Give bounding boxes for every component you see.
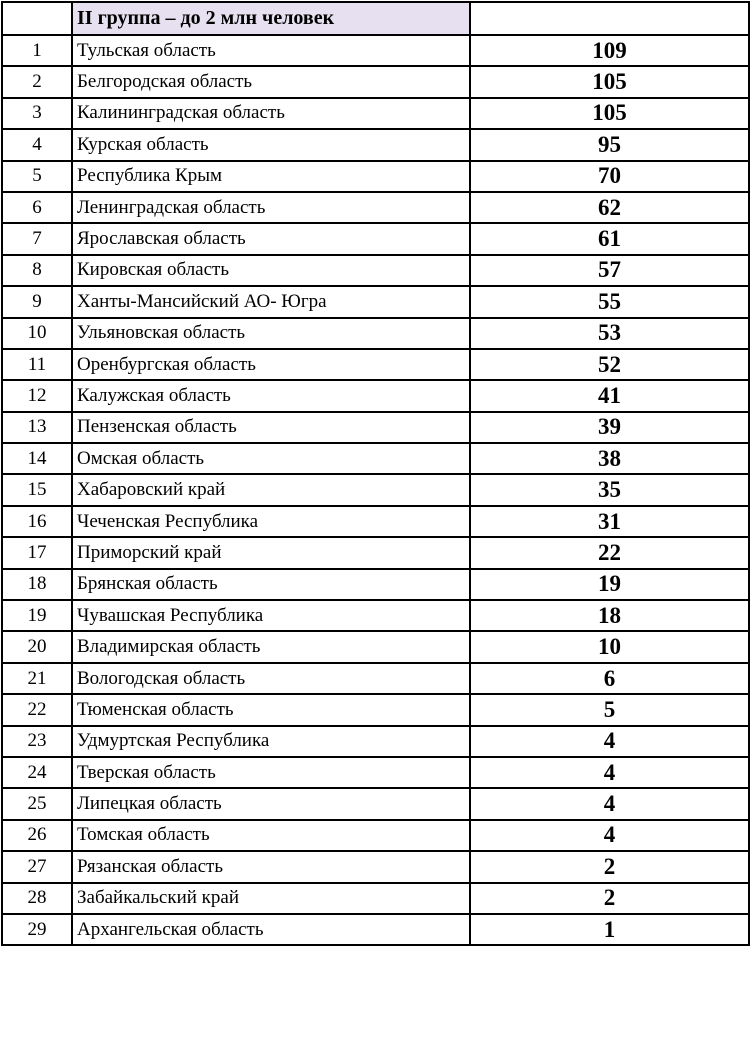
region-value-cell: 18 <box>470 600 749 631</box>
table-row <box>2 380 749 411</box>
region-name-cell: Ярославская область <box>72 223 470 254</box>
region-value-cell: 5 <box>470 694 749 725</box>
table-row <box>2 537 749 568</box>
region-value-cell: 61 <box>470 223 749 254</box>
table-row <box>2 788 749 819</box>
table-row <box>2 914 749 945</box>
table-row <box>2 98 749 129</box>
region-value-cell: 41 <box>470 380 749 411</box>
rank-number-cell: 4 <box>2 129 72 160</box>
rank-number-cell: 28 <box>2 883 72 914</box>
table-row <box>2 286 749 317</box>
rank-number-cell: 15 <box>2 474 72 505</box>
region-value-cell: 19 <box>470 569 749 600</box>
region-value-cell: 52 <box>470 349 749 380</box>
table-row <box>2 443 749 474</box>
rank-number-cell: 5 <box>2 161 72 192</box>
region-name-cell: Рязанская область <box>72 851 470 882</box>
region-name-cell: Вологодская область <box>72 663 470 694</box>
table-row <box>2 600 749 631</box>
region-value-cell: 2 <box>470 883 749 914</box>
region-name-cell: Ульяновская область <box>72 318 470 349</box>
region-value-cell: 4 <box>470 788 749 819</box>
region-value-cell: 35 <box>470 474 749 505</box>
region-name-cell: Хабаровский край <box>72 474 470 505</box>
region-name-cell: Омская область <box>72 443 470 474</box>
region-value-cell: 4 <box>470 757 749 788</box>
region-name-cell: Белгородская область <box>72 66 470 97</box>
region-name-cell: Калининградская область <box>72 98 470 129</box>
region-name-cell: Удмуртская Республика <box>72 726 470 757</box>
region-value-cell: 22 <box>470 537 749 568</box>
region-value-cell: 2 <box>470 851 749 882</box>
table-header-row <box>2 2 749 35</box>
table-body <box>2 2 749 945</box>
rank-number-cell: 6 <box>2 192 72 223</box>
rank-number-cell: 7 <box>2 223 72 254</box>
region-value-cell: 62 <box>470 192 749 223</box>
rank-number-cell: 26 <box>2 820 72 851</box>
rank-number-cell: 2 <box>2 66 72 97</box>
region-name-cell: Владимирская область <box>72 631 470 662</box>
region-name-cell: Ленинградская область <box>72 192 470 223</box>
region-name-cell: Липецкая область <box>72 788 470 819</box>
rank-number-cell: 27 <box>2 851 72 882</box>
region-value-cell: 55 <box>470 286 749 317</box>
region-value-cell: 4 <box>470 726 749 757</box>
region-name-cell: Тульская область <box>72 35 470 66</box>
region-value-cell: 1 <box>470 914 749 945</box>
header-value-cell <box>470 2 749 35</box>
region-value-cell: 39 <box>470 412 749 443</box>
rank-number-cell: 25 <box>2 788 72 819</box>
rank-number-cell: 14 <box>2 443 72 474</box>
rank-number-cell: 29 <box>2 914 72 945</box>
region-name-cell: Брянская область <box>72 569 470 600</box>
table-row <box>2 631 749 662</box>
rank-number-cell: 17 <box>2 537 72 568</box>
table-row <box>2 66 749 97</box>
header-num-cell <box>2 2 72 35</box>
rank-number-cell: 16 <box>2 506 72 537</box>
rank-number-cell: 22 <box>2 694 72 725</box>
region-name-cell: Тюменская область <box>72 694 470 725</box>
table-row <box>2 129 749 160</box>
region-value-cell: 70 <box>470 161 749 192</box>
table-row <box>2 757 749 788</box>
rank-number-cell: 9 <box>2 286 72 317</box>
region-value-cell: 38 <box>470 443 749 474</box>
table-row <box>2 412 749 443</box>
rank-number-cell: 1 <box>2 35 72 66</box>
table-row <box>2 663 749 694</box>
region-value-cell: 57 <box>470 255 749 286</box>
table-row <box>2 192 749 223</box>
region-name-cell: Кировская область <box>72 255 470 286</box>
region-value-cell: 4 <box>470 820 749 851</box>
rank-number-cell: 12 <box>2 380 72 411</box>
table-row <box>2 694 749 725</box>
rank-number-cell: 13 <box>2 412 72 443</box>
rank-number-cell: 20 <box>2 631 72 662</box>
region-value-cell: 31 <box>470 506 749 537</box>
region-value-cell: 6 <box>470 663 749 694</box>
table-row <box>2 883 749 914</box>
region-name-cell: Курская область <box>72 129 470 160</box>
region-value-cell: 105 <box>470 98 749 129</box>
rank-number-cell: 19 <box>2 600 72 631</box>
region-name-cell: Калужская область <box>72 380 470 411</box>
region-name-cell: Пензенская область <box>72 412 470 443</box>
region-name-cell: Приморский край <box>72 537 470 568</box>
table-row <box>2 820 749 851</box>
table-row <box>2 35 749 66</box>
region-name-cell: Республика Крым <box>72 161 470 192</box>
table-row <box>2 223 749 254</box>
region-value-cell: 109 <box>470 35 749 66</box>
rank-number-cell: 3 <box>2 98 72 129</box>
ranking-table <box>1 1 750 946</box>
region-name-cell: Архангельская область <box>72 914 470 945</box>
rank-number-cell: 8 <box>2 255 72 286</box>
table-row <box>2 569 749 600</box>
group-title: II группа – до 2 млн человек <box>72 2 470 35</box>
region-name-cell: Чувашская Республика <box>72 600 470 631</box>
rank-number-cell: 23 <box>2 726 72 757</box>
region-name-cell: Оренбургская область <box>72 349 470 380</box>
region-name-cell: Забайкальский край <box>72 883 470 914</box>
region-name-cell: Чеченская Республика <box>72 506 470 537</box>
region-name-cell: Томская область <box>72 820 470 851</box>
region-value-cell: 95 <box>470 129 749 160</box>
region-name-cell: Тверская область <box>72 757 470 788</box>
table-row <box>2 851 749 882</box>
region-name-cell: Ханты-Мансийский АО- Югра <box>72 286 470 317</box>
region-value-cell: 53 <box>470 318 749 349</box>
rank-number-cell: 10 <box>2 318 72 349</box>
region-value-cell: 105 <box>470 66 749 97</box>
region-value-cell: 10 <box>470 631 749 662</box>
table-row <box>2 726 749 757</box>
rank-number-cell: 21 <box>2 663 72 694</box>
rank-number-cell: 24 <box>2 757 72 788</box>
rank-number-cell: 11 <box>2 349 72 380</box>
table-row <box>2 349 749 380</box>
table-row <box>2 474 749 505</box>
table-row <box>2 318 749 349</box>
rank-number-cell: 18 <box>2 569 72 600</box>
table-row <box>2 161 749 192</box>
table-row <box>2 506 749 537</box>
table-row <box>2 255 749 286</box>
